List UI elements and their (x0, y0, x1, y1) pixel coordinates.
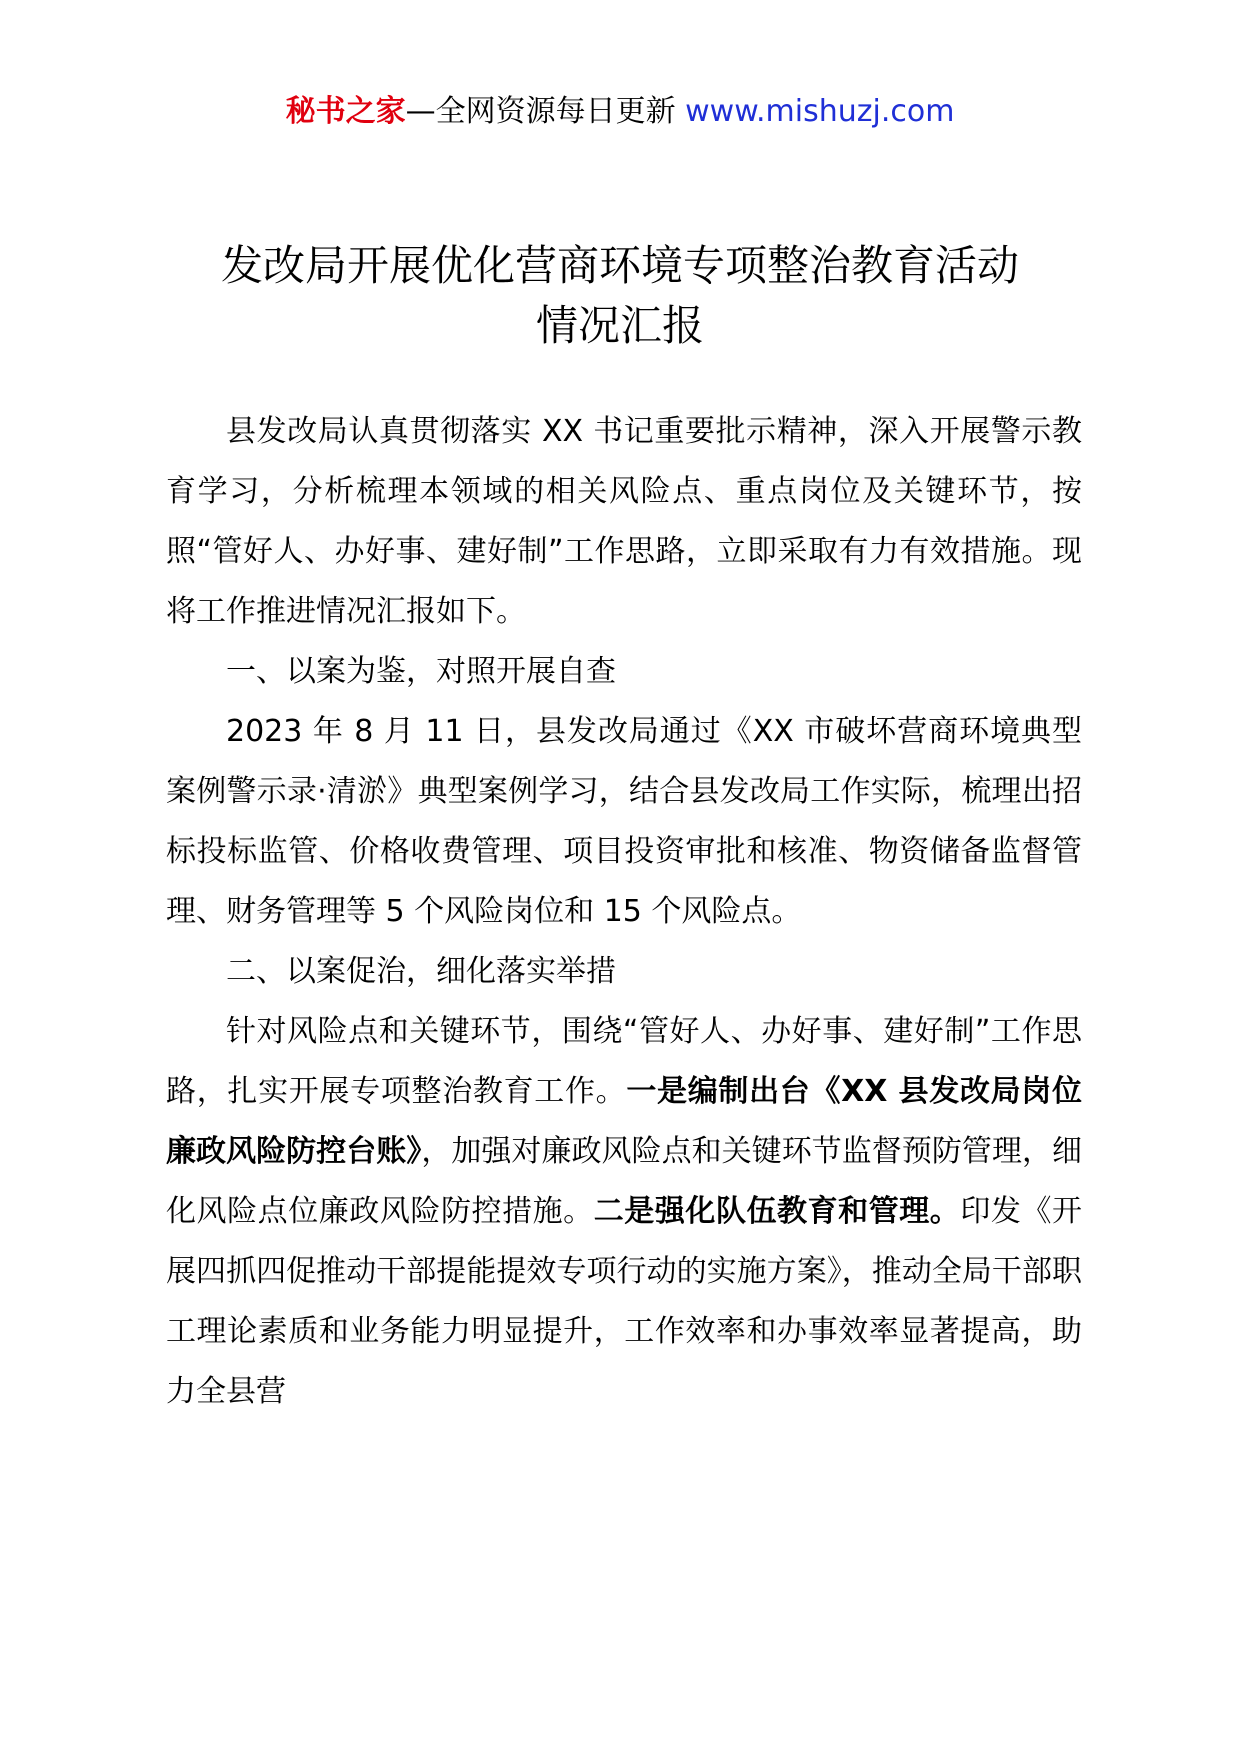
section-1-heading: 一、以案为鉴，对照开展自查 (226, 654, 616, 689)
brand-name: 秘书之家 (285, 94, 406, 129)
measure-2-text: 印发《开展四抓四促推动干部提能提效专项行动的实施方案》，推动全局干部职工理论素质和业务能力明显提升，工作效率和办事效率显著提高，助力全县营 (166, 1194, 1083, 1409)
intro-paragraph: 县发改局认真贯彻落实 XX 书记重要批示精神，深入开展警示教育学习，分析梳理本领域的相关风险点、重点岗位及关键环节，按照“管好人、办好事、建好制”工作思路，立即采取有力有效措施。现将工作推进情况汇报如下。 (166, 414, 1082, 629)
document-body (166, 402, 1082, 1422)
measure-2-bold: 二是强化队伍教育和管理。 (593, 1194, 961, 1229)
section-2-heading: 二、以案促治，细化落实举措 (226, 954, 616, 989)
header-slogan: —全网资源每日更新 (405, 94, 676, 129)
title-line-1: 发改局开展优化营商环境专项整治教育活动 (220, 241, 1019, 290)
section-2-lead: 针对风险点和关键环节，围绕“管好人、办好事、建好制”工作思路，扎实开展专项整治教育工作。 (166, 1014, 1082, 1109)
section-1-paragraph: 2023 年 8 月 11 日，县发改局通过《XX 市破坏营商环境典型案例警示录·清淤》典型案例学习，结合县发改局工作实际，梳理出招标投标监管、价格收费管理、项目投资审批和核准、物资储备监督管理、财务管理等 5 个风险岗位和 15 个风险点。 (166, 714, 1082, 929)
section-2-paragraph (166, 1002, 1082, 1422)
measure-1-bold: 一是编制出台《XX 县发改局岗位廉政风险防控台账》 (166, 1074, 1082, 1169)
measure-1-text: ，加强对廉政风险点和关键环节监督预防管理，细化风险点位廉政风险防控措施。 (166, 1134, 1083, 1229)
site-url-link[interactable]: www.mishuzj.com (685, 94, 955, 129)
title-line-2: 情况汇报 (535, 301, 704, 350)
document-title (150, 236, 1090, 356)
site-header (0, 92, 1240, 132)
